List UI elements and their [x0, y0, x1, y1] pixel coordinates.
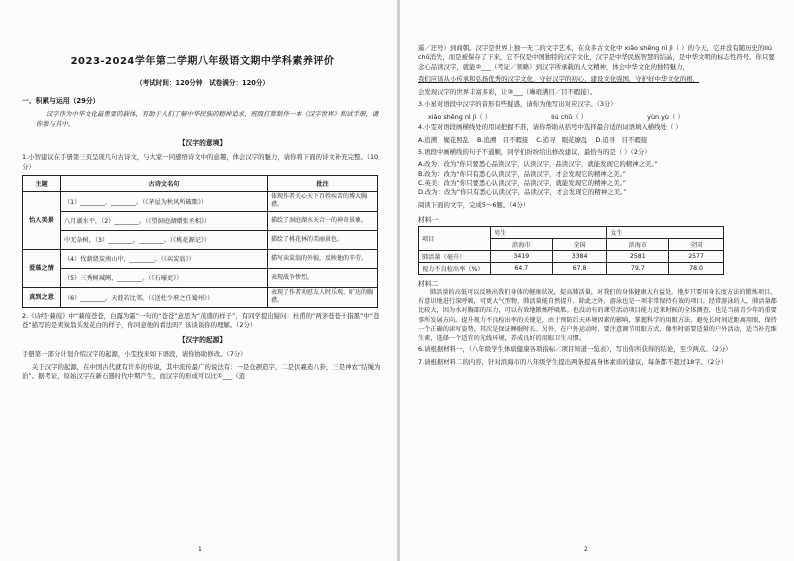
table-row	[419, 226, 724, 238]
data-cell: 67.8	[552, 262, 607, 274]
reading-instruction: 阅读下面的文字，完成5～6题。（4分）	[418, 201, 530, 210]
question-3: 手册第一部分计划介绍汉字的起源，小雯找来如下语段，请你协助修改。（7分）	[22, 350, 247, 359]
note-cell: 描绘了洞庭湖水天合一的神奇景象。	[268, 211, 378, 230]
section-heading: 一、积累与运用（29分）	[22, 97, 100, 105]
subheader-cell: 全国	[669, 238, 724, 250]
question-5: 5.语段中画横线的句子不通顺，同学们纷纷给出修改建议，最恰当的是（ ）（2分）	[418, 148, 651, 157]
data-cell: 3384	[552, 250, 607, 262]
note-cell: 描绘了桃花林的美丽景色。	[268, 230, 378, 249]
passage-underlined-sentence: 我们应该从小传承和弘扬优秀的汉字文化，守好汉字的初心，建设文化强国，守护好中华文化的根，	[418, 75, 700, 84]
poem-cell: （1）________，________。（《茅屋为秋风所破歌》）	[61, 192, 268, 212]
data-cell: 2577	[669, 250, 724, 262]
data-cell: 64.7	[491, 262, 553, 274]
question-7: 7.请根据材料二的内容，针对滨海市的八年级学生提出两条提高身体素质的建议，每条都不超过18字。（2分）	[418, 357, 728, 366]
poem-cell: 八月湖水平，（2）________。（《望洞庭湖赠张丞相》）	[61, 211, 268, 230]
pinyin-item: yùn yù（ ）	[647, 113, 684, 122]
material-2-label: 材料二	[418, 279, 439, 288]
row-label: 肺活量（毫升）	[419, 250, 491, 262]
table-row	[23, 192, 378, 212]
poem-table	[22, 175, 378, 308]
data-cell: 78.0	[669, 262, 724, 274]
pinyin-item: xiǎo shēng nì jì（ ）	[428, 113, 492, 122]
question-3-1: 3.小星对语段中汉字的音形有些疑惑，请你为他写出对应汉字。（3分）	[418, 100, 617, 109]
material-1-label: 材料一	[418, 215, 439, 224]
pinyin-row	[418, 112, 780, 121]
subsection-heading: 【汉字的起源】	[178, 336, 227, 345]
subheader-cell: 滨海市	[607, 238, 669, 250]
answer-c: C.英美：改为“你只要悉心认读汉字，品读汉字，就能发现它的精神之美。”	[418, 178, 627, 187]
subheader-cell: 滨海市	[491, 238, 553, 250]
option-b: B.追溯 目不暇接	[477, 135, 529, 144]
question-2: 2.《诗经·蒹葭》中“蒹葭苍苍，白露为霜”一句的“苍苍”意思为“茂盛的样子”，有同学提出疑问：杜甫的“两茅苍苍十指黑”中“苍苍”描写的是卖炭翁头发花白的样子，你同意他的看法吗？该谈谈你的理解。（2分）	[22, 311, 380, 330]
theme-cell: 爱慕之情	[23, 249, 61, 287]
page-right	[400, 0, 794, 561]
note-cell: 表现了作者劝慰友人时乐观、旷达的胸襟。	[268, 287, 378, 307]
page-number: 1	[198, 546, 202, 553]
data-cell: 79.7	[607, 262, 669, 274]
table-row	[419, 250, 724, 262]
note-cell: 表现战争惨烈。	[268, 268, 378, 287]
question-6: 6.请根据材料一，（八年级学生体质健康各项指标／项目知道一览表），写出你所获得的结论，至少两点。（2分）	[418, 345, 732, 354]
poem-cell: （5）三秀树城阙，________。（《石壕吏》）	[61, 268, 268, 287]
table-row	[23, 249, 378, 268]
note-cell: 描写卖炭翁的外貌，反映他的辛劳。	[268, 249, 378, 268]
option-a: A.追溯 娓花照乱	[418, 135, 470, 144]
data-cell: 2581	[607, 250, 669, 262]
table-row	[23, 211, 378, 230]
header-theme: 主题	[23, 176, 61, 192]
table-row	[23, 287, 378, 307]
subheader-cell: 全国	[552, 238, 607, 250]
note-cell: 体现作者关心天下百姓疾苦的博大胸襟。	[268, 192, 378, 212]
table-row	[419, 262, 724, 274]
question-1: 1.小智建议在手册第三页呈现几句古诗文，与大家一同感悟诗文中的意趣，体会汉字的魅力，请你将下面的诗文补充完整。（10分）	[22, 153, 379, 171]
option-d: D.追寻 目不暇接	[595, 135, 648, 144]
poem-cell: 中无杂树，（3）________，________。（《桃花源记》）	[61, 230, 268, 249]
pinyin-item: liú chǔ（ ）	[551, 113, 588, 122]
subsection-heading: 【汉字的意境】	[178, 139, 227, 148]
row-label: 视力不良检出率（%）	[419, 262, 491, 274]
fitness-table	[418, 226, 724, 275]
header-female: 女生	[607, 226, 724, 238]
poem-cell: （4）伐薪烧炭南山中，________。（《卖炭翁》）	[61, 249, 268, 268]
intro-paragraph: 汉字作为中华文化最重要的载体，有助于人们了解中华民族的精神追求，班级打算制作一本《汉字世界》和试手册，请你参与其中。	[36, 110, 379, 128]
question-4: 4.小雯对语段画横线处的用词把握不准，请你帮助从括号中选择最合适的词语填入横线处（ ）	[418, 123, 682, 132]
data-cell: 3419	[491, 250, 553, 262]
answer-b: B.改为：改为“你只有悉心认读汉字，品读汉字，才会发现它的精神之美。”	[418, 169, 626, 178]
header-male: 男生	[491, 226, 607, 238]
table-row	[23, 230, 378, 249]
answer-d: D.改为：改为“你只有悉心认读汉字，品读汉字，才会发现它的精神之美。”	[418, 188, 627, 197]
passage-continued: 遥／迂号）到商朝。汉字是世界上独一无二的文字艺术，在众多古文化中 xiǎo shēng nì jì（ ）的今天，它并没有随历史的liú chǔ消失，而是被保存了下来，它不仅是中国独特的汉字文化，汉字是中华民族智慧的结晶，是中华文明的标志性符号。你只要念心品读汉字，就能②___（考证／领略）到汉字所承载的人文精神，体会中华文化的独特魅力，	[418, 44, 775, 71]
exam-title: 2023-2024学年第二学期八年级语文期中学科素养评价	[70, 56, 335, 67]
passage-end: 会发现汉字的世界丰富多彩，让③___（琳琅满目／目不暇接）。	[418, 87, 597, 96]
page-number: 2	[584, 546, 588, 553]
material-2-paragraph: 肺活量的高低可以反映出我们身体的健康状况，提高肺活量，对我们的身体健康大有益处。地步只要用身长度方法的锻炼项目，有意识地进行深呼吸，可更大气型物、肺活量能自然提升。除此之外，游泳也是一项非常保持有效的项目。经常游泳的人，肺活量都比较大，因为水对胸部的压力，可以有效地锻炼呼吸肌。也没动有的课堂活动项目能力近来时候的全体测查，也是当前青少年的重要事所发展方向。提升视力不良检出率的关键是，由于预防后天环境因素的影响，掌握科学的用眼方法，避免长时间近距离用眼，保持一个正确的读写姿势。其次是保证睡眠时长。另外，在户外运动时，要注意调节用眼方式，像坐时需要适量的户外活动，适当补充维生素，选择一个适宜的光线环境，养成良好的用眼卫生习惯。	[418, 288, 777, 343]
theme-cell: 怡人美景	[23, 192, 61, 250]
answer-a: A.改为：改为“你只要悉心品读汉字，认读汉字，品读汉字，就能发现它的精神之美。”	[418, 160, 658, 169]
poem-cell: （6）________，天涯若比邻。（《送杜少府之任蜀州》）	[61, 287, 268, 307]
header-project: 项目	[419, 226, 491, 250]
option-c: C.追寻 眼花缭乱	[536, 135, 588, 144]
header-poem: 古诗文名句	[61, 176, 268, 192]
header-note: 批注	[268, 176, 378, 192]
poem-table-header	[23, 176, 378, 192]
theme-cell: 真到之意	[23, 287, 61, 307]
options-row	[418, 136, 780, 145]
question-3-passage: 关于汉字的起源，在中国古代就有许多的传说，其中流传最广的说法有：一是仓颉造字，二是伏羲造八卦，三是神农“结绳为治”。据考证，原始汉字在新石器时代中期产生，而汉字的形成可以比①___（逍	[22, 362, 381, 381]
exam-meta: （考试时间：120分钟 试卷满分：120分）	[135, 79, 270, 87]
table-row	[23, 268, 378, 287]
